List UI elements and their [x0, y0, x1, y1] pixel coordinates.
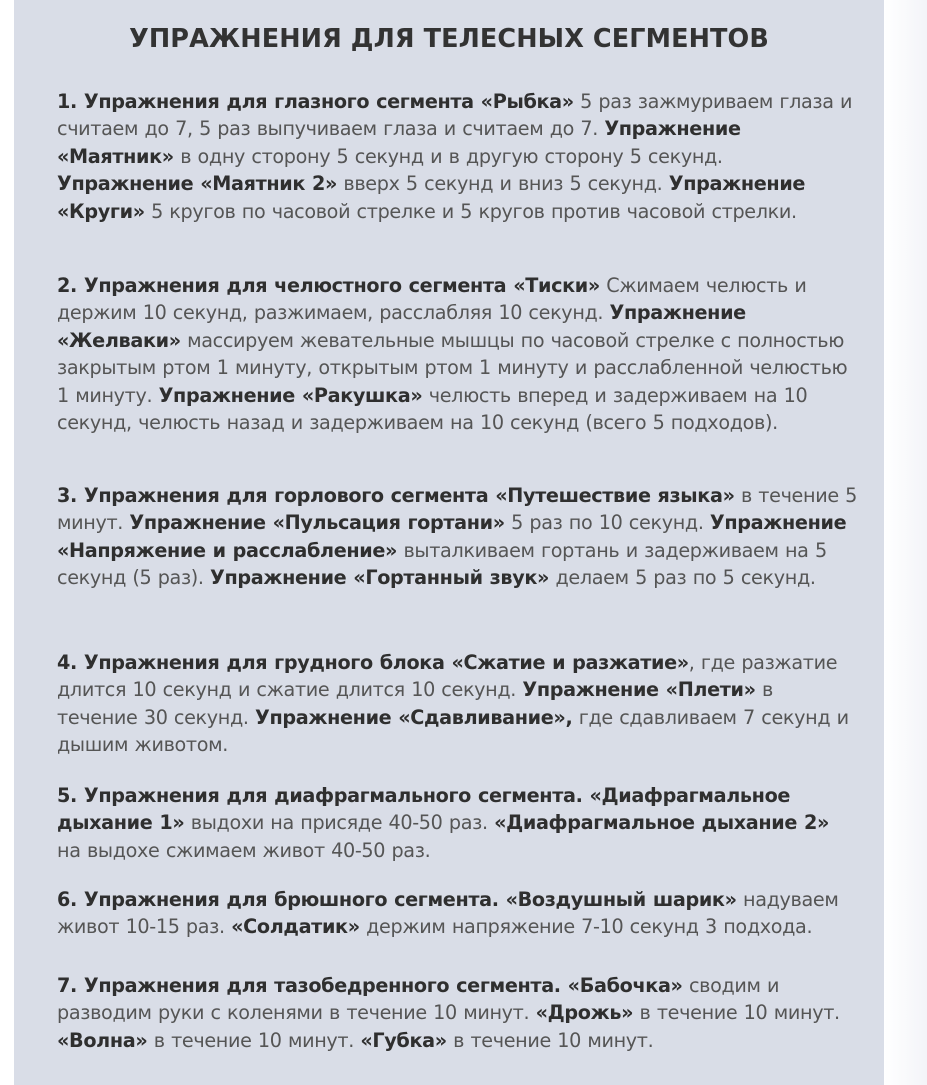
paragraph-hip-segment	[57, 972, 857, 1054]
exercise-description: , где разжатие длится 10 секунд и сжатие длится 10 секунд.	[57, 651, 844, 702]
paragraph-abdominal-segment	[57, 886, 857, 941]
exercise-heading: Упражнение «Гортанный звук»	[210, 566, 550, 590]
exercise-heading: Упражнение «Плети»	[522, 678, 756, 702]
exercise-heading: 6. Упражнения для брюшного сегмента. «Воздушный шарик»	[57, 888, 737, 911]
exercise-description: выдохи на присяде 40-50 раз.	[184, 811, 495, 835]
exercise-description: Сжимаем челюсть и держим 10 секунд, разжимаем, расслабляя 10 секунд.	[57, 274, 813, 325]
exercise-description: где сдавливаем 7 секунд и дышим животом.	[57, 705, 856, 757]
paragraph-throat-segment	[57, 482, 864, 592]
page-title: УПРАЖНЕНИЯ ДЛЯ ТЕЛЕСНЫХ СЕГМЕНТОВ	[129, 24, 769, 54]
exercise-heading: Упражнение «Маятник 2»	[57, 172, 338, 196]
content-card	[14, 0, 884, 1085]
exercise-heading: Упражнение «Маятник»	[57, 117, 741, 168]
exercise-description: в течение 5 минут.	[57, 484, 864, 535]
paragraph-diaphragm-segment	[57, 782, 857, 864]
exercise-heading: 2. Упражнения для челюстного сегмента «Тиски»	[57, 274, 600, 297]
exercise-heading: «Дрожь»	[535, 1001, 634, 1025]
exercise-description: сводим и разводим руки с коленями в течение 10 минут.	[57, 974, 786, 1025]
exercise-heading: 4. Упражнения для грудного блока «Сжатие и разжатие»	[57, 651, 689, 674]
exercise-description: делаем 5 раз по 5 секунд.	[549, 566, 816, 590]
exercise-description: в одну сторону 5 секунд и в другую сторону 5 секунд.	[173, 144, 730, 168]
exercise-heading: «Губка»	[360, 1028, 447, 1052]
exercise-heading: Упражнение «Сдавливание»,	[255, 705, 573, 729]
exercise-heading: Упражнение «Круги»	[57, 172, 806, 223]
exercise-description: выталкиваем гортань и задерживаем на 5 секунд (5 раз).	[57, 538, 834, 590]
exercise-description: челюсть вперед и задерживаем на 10 секунд, челюсть назад и задерживаем на 10 секунд (всего 5 подходов).	[57, 383, 814, 435]
page-edge-background	[884, 0, 927, 1085]
exercise-heading: 5. Упражнения для диафрагмального сегмента. «Диафрагмальное дыхание 1»	[57, 784, 791, 835]
exercise-description: на выдохе сжимаем живот 40-50 раз.	[57, 811, 836, 862]
exercise-heading: «Солдатик»	[231, 915, 360, 939]
exercise-heading: Упражнение «Ракушка»	[158, 383, 423, 407]
paragraph-jaw-segment	[57, 272, 857, 436]
exercise-description: 5 раз по 10 секунд.	[504, 511, 710, 535]
exercise-heading: «Диафрагмальное дыхание 2»	[494, 811, 830, 835]
paragraph-chest-block	[57, 649, 857, 759]
exercise-heading: «Волна»	[57, 1028, 148, 1052]
exercise-heading: Упражнение «Желваки»	[57, 301, 746, 352]
exercise-description: в течение 10 минут.	[147, 1028, 361, 1052]
paragraph-eye-segment	[57, 88, 857, 225]
exercise-heading: Упражнение «Пульсация гортани»	[129, 511, 505, 535]
exercise-description: массируем жевательные мышцы по часовой стрелке с полностью закрытым ртом 1 минуту, открытым ртом 1 минуту и расслабленной челюстью 1 минуту.	[57, 328, 854, 407]
exercise-description: надуваем живот 10-15 раз.	[57, 888, 845, 939]
exercise-heading: 7. Упражнения для тазобедренного сегмента. «Бабочка»	[57, 974, 683, 997]
exercise-heading: Упражнение «Напряжение и расслабление»	[57, 511, 847, 562]
exercise-heading: 3. Упражнения для горлового сегмента «Путешествие языка»	[57, 484, 735, 507]
exercise-description: в течение 10 минут.	[446, 1028, 654, 1052]
exercise-description: 5 раз зажмуриваем глаза и считаем до 7, 5 раз выпучиваем глаза и считаем до 7.	[57, 90, 859, 141]
exercise-description: держим напряжение 7-10 секунд 3 подхода.	[359, 915, 813, 939]
exercise-description: вверх 5 секунд и вниз 5 секунд.	[337, 172, 669, 196]
exercise-description: в течение 30 секунд.	[57, 678, 780, 729]
exercise-description: 5 кругов по часовой стрелке и 5 кругов против часовой стрелки.	[144, 199, 797, 223]
exercise-heading: 1. Упражнения для глазного сегмента «Рыбка»	[57, 90, 574, 113]
exercise-description: в течение 10 минут.	[633, 1001, 847, 1025]
